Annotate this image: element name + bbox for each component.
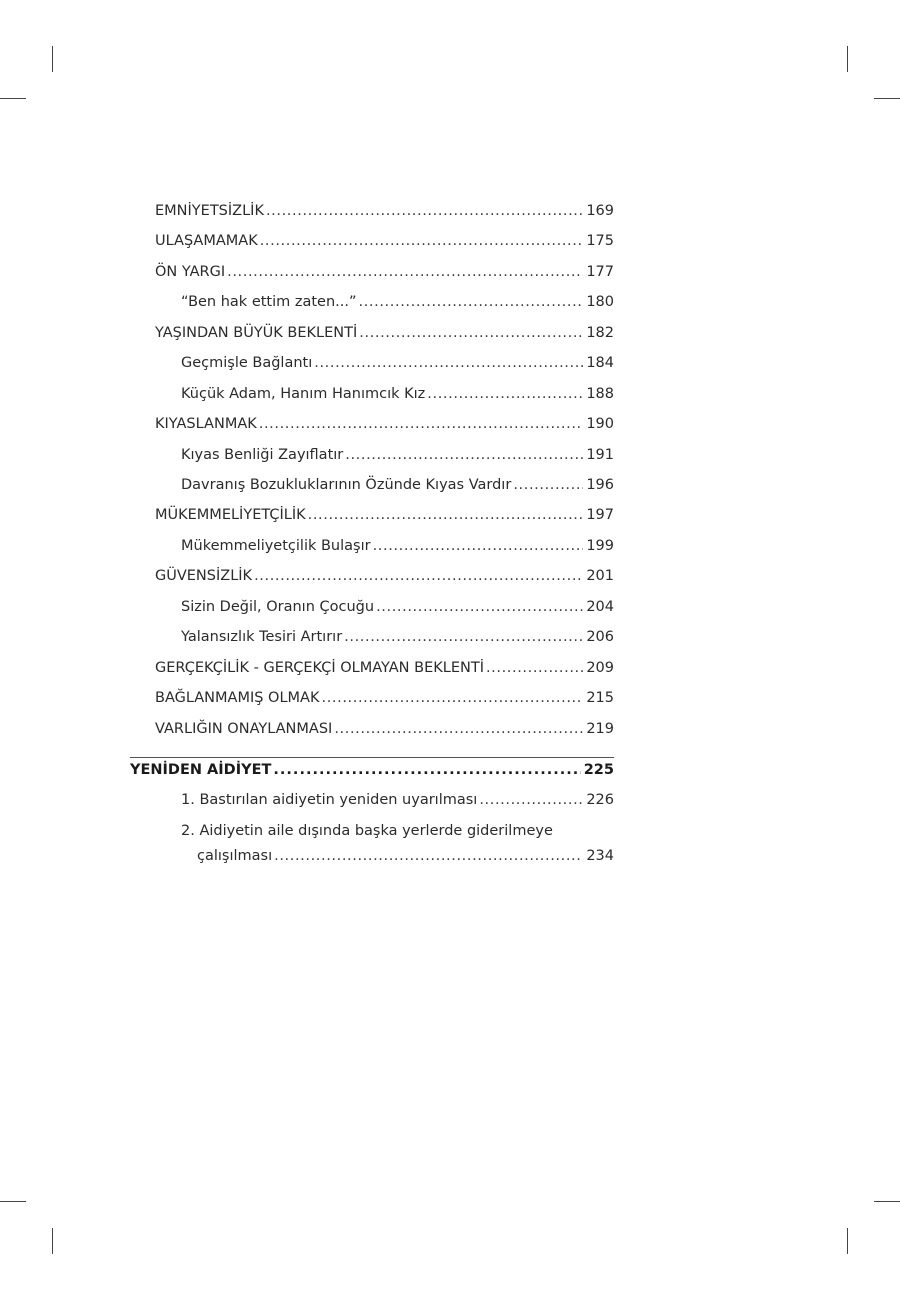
toc-entry	[155, 565, 614, 587]
toc-entry	[155, 413, 614, 435]
toc-entry-page: 201	[586, 568, 614, 584]
toc-entry-page: 234	[586, 848, 614, 864]
toc-subentry	[181, 535, 614, 557]
dot-leader	[259, 413, 584, 435]
toc-entry-page: 215	[586, 690, 614, 706]
toc-subentry	[181, 352, 614, 374]
toc-subentry	[181, 444, 614, 466]
toc-entry-label: Sizin Değil, Oranın Çocuğu	[181, 599, 375, 615]
toc-entry-label: GERÇEKÇİLİK - GERÇEKÇİ OLMAYAN BEKLENTİ	[155, 660, 484, 676]
dot-leader	[359, 291, 584, 313]
dot-leader	[345, 444, 583, 466]
dot-leader	[373, 535, 584, 557]
dot-leader	[486, 657, 583, 679]
toc-entry-page: 177	[586, 264, 614, 280]
toc-subentry	[181, 383, 614, 405]
dot-leader	[308, 504, 584, 526]
toc-entry-label: Yalansızlık Tesiri Artırır	[181, 629, 343, 645]
toc-entry-page: 184	[586, 355, 614, 371]
toc-entry-label: ÖN YARGI	[155, 264, 226, 280]
toc-subentry	[197, 845, 614, 867]
toc-entry-page: 169	[586, 203, 614, 219]
toc-entry-label: KIYASLANMAK	[155, 416, 257, 432]
dot-leader	[273, 759, 580, 781]
toc-entry-label: Mükemmeliyetçilik Bulaşır	[181, 538, 371, 554]
toc-entry-label: Küçük Adam, Hanım Hanımcık Kız	[181, 386, 426, 402]
toc-section-page: 225	[583, 762, 614, 778]
toc-entry-page: 199	[586, 538, 614, 554]
toc-entry	[155, 504, 614, 526]
toc-entry-page: 196	[586, 477, 614, 493]
toc-subentry	[181, 789, 614, 811]
dot-leader	[321, 687, 583, 709]
toc-entry-label: 1. Bastırılan aidiyetin yeniden uyarılması	[181, 792, 478, 808]
toc-entry-page: 190	[586, 416, 614, 432]
dot-leader	[427, 383, 583, 405]
toc-entry-label: BAĞLANMAMIŞ OLMAK	[155, 690, 320, 706]
toc-entry-page: 209	[586, 660, 614, 676]
toc-entry-page: 182	[586, 325, 614, 341]
toc-entry	[155, 718, 614, 740]
toc-subentry	[181, 626, 614, 648]
toc-entry-page: 204	[586, 599, 614, 615]
dot-leader	[376, 596, 583, 618]
dot-leader	[260, 230, 584, 252]
toc-entry-label: Geçmişle Bağlantı	[181, 355, 313, 371]
dot-leader	[274, 845, 583, 867]
toc-entry	[155, 261, 614, 283]
dot-leader	[359, 322, 583, 344]
toc-section-label: YENİDEN AİDİYET	[130, 762, 272, 778]
toc-subentry	[181, 596, 614, 618]
dot-leader	[314, 352, 583, 374]
toc-entry-page: 206	[586, 629, 614, 645]
toc-entry-label: Davranış Bozukluklarının Özünde Kıyas Vardır	[181, 477, 512, 493]
dot-leader	[513, 474, 583, 496]
toc-entry-page: 226	[586, 792, 614, 808]
toc-subentry	[181, 474, 614, 496]
dot-leader	[227, 261, 583, 283]
dot-leader	[254, 565, 583, 587]
dot-leader	[266, 200, 583, 222]
dot-leader	[344, 626, 583, 648]
toc-entry-label: VARLIĞIN ONAYLANMASI	[155, 721, 333, 737]
toc-entry	[155, 687, 614, 709]
dot-leader	[334, 718, 583, 740]
section-divider	[130, 757, 614, 758]
toc-section-entry	[130, 759, 614, 781]
toc-entry-page: 180	[586, 294, 614, 310]
toc-entry-label: YAŞINDAN BÜYÜK BEKLENTİ	[155, 325, 358, 341]
toc-entry-label: çalışılması	[197, 848, 273, 864]
toc-entry-label: “Ben hak ettim zaten...”	[181, 294, 357, 310]
toc-entry-page: 191	[586, 447, 614, 463]
toc-entry	[155, 657, 614, 679]
toc-entry-label-line1: 2. Aidiyetin aile dışında başka yerlerde giderilmeye	[181, 823, 553, 839]
toc-entry	[155, 322, 614, 344]
toc-entry-page: 175	[586, 233, 614, 249]
dot-leader	[479, 789, 583, 811]
toc-entry-page: 197	[586, 507, 614, 523]
toc-entry-label: MÜKEMMELİYETÇİLİK	[155, 507, 306, 523]
toc-entry-label: GÜVENSİZLİK	[155, 568, 253, 584]
toc-entry	[155, 200, 614, 222]
toc-entry-label: ULAŞAMAMAK	[155, 233, 258, 249]
toc-entry-label: EMNİYETSİZLİK	[155, 203, 264, 219]
toc-entry	[155, 230, 614, 252]
toc-entry-page: 219	[586, 721, 614, 737]
toc-entry-page: 188	[586, 386, 614, 402]
toc-subentry	[181, 291, 614, 313]
toc-entry-label: Kıyas Benliği Zayıflatır	[181, 447, 344, 463]
